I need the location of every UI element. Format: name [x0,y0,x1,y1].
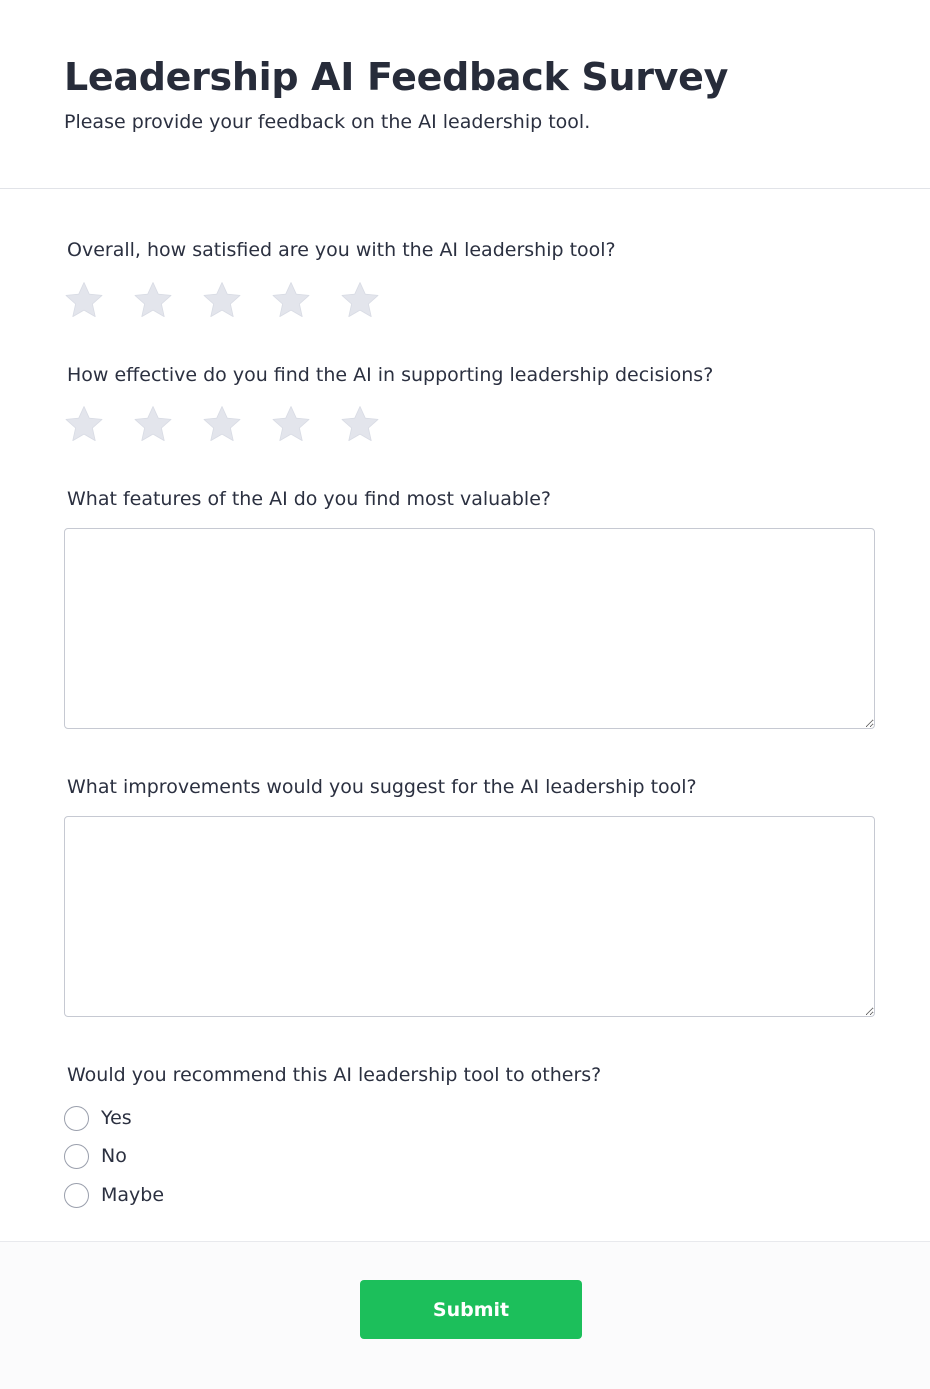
page-title: Leadership AI Feedback Survey [64,55,729,99]
survey-header [0,0,930,189]
satisfaction-star-rating [64,280,409,320]
satisfaction-star-1-icon[interactable] [64,280,104,320]
question-valuable-features-label: What features of the AI do you find most valuable? [67,488,551,510]
page-subtitle: Please provide your feedback on the AI leadership tool. [64,111,591,133]
question-recommend-label: Would you recommend this AI leadership tool to others? [67,1064,602,1086]
effectiveness-star-4-icon[interactable] [271,404,311,444]
improvements-textarea[interactable] [64,816,875,1017]
effectiveness-star-5-icon[interactable] [340,404,380,444]
satisfaction-star-5-icon[interactable] [340,280,380,320]
effectiveness-star-1-icon[interactable] [64,404,104,444]
question-satisfaction-label: Overall, how satisfied are you with the AI leadership tool? [67,239,616,261]
question-effectiveness-label: How effective do you find the AI in supporting leadership decisions? [67,364,714,386]
form-footer [0,1242,930,1389]
recommend-option-yes[interactable] [64,1105,132,1131]
satisfaction-star-4-icon[interactable] [271,280,311,320]
recommend-option-label: Maybe [101,1184,165,1206]
effectiveness-star-3-icon[interactable] [202,404,242,444]
effectiveness-star-2-icon[interactable] [133,404,173,444]
survey-form [0,189,930,1242]
radio-circle-icon[interactable] [64,1106,89,1131]
satisfaction-star-2-icon[interactable] [133,280,173,320]
valuable-features-textarea[interactable] [64,528,875,729]
radio-circle-icon[interactable] [64,1144,89,1169]
question-improvements-label: What improvements would you suggest for the AI leadership tool? [67,776,697,798]
recommend-option-label: No [101,1145,127,1167]
satisfaction-star-3-icon[interactable] [202,280,242,320]
recommend-option-label: Yes [101,1107,132,1129]
effectiveness-star-rating [64,404,409,444]
recommend-option-maybe[interactable] [64,1182,164,1208]
submit-button[interactable]: Submit [360,1280,582,1339]
recommend-option-no[interactable] [64,1143,127,1169]
radio-circle-icon[interactable] [64,1183,89,1208]
